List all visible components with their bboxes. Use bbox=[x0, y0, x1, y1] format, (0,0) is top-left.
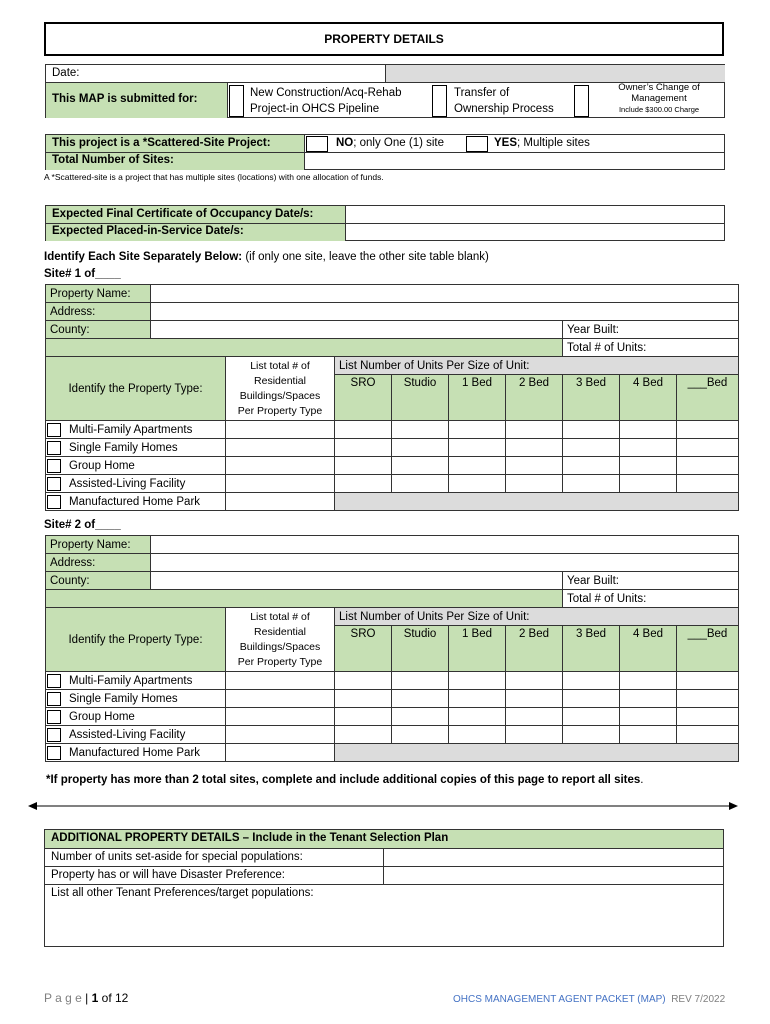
unit-count-cell[interactable] bbox=[392, 457, 449, 475]
unit-count-cell[interactable] bbox=[506, 708, 563, 726]
property-type-row bbox=[46, 672, 226, 690]
scattered-no-text: NO; only One (1) site bbox=[336, 137, 445, 149]
unit-count-cell[interactable] bbox=[449, 475, 506, 493]
address-field[interactable] bbox=[151, 554, 739, 572]
size-header: ___Bed bbox=[677, 375, 739, 421]
opt2-text: Transfer of Ownership Process bbox=[454, 87, 554, 115]
property-type-label: Single Family Homes bbox=[69, 441, 178, 454]
unit-count-cell[interactable] bbox=[392, 672, 449, 690]
county-field[interactable] bbox=[151, 321, 563, 339]
unit-count-cell[interactable] bbox=[677, 421, 739, 439]
unit-count-cell[interactable] bbox=[563, 421, 620, 439]
property-type-row bbox=[46, 475, 226, 493]
property-type-row bbox=[46, 421, 226, 439]
size-header: 1 Bed bbox=[449, 375, 506, 421]
list-total-cell[interactable] bbox=[226, 672, 335, 690]
property-type-row bbox=[46, 690, 226, 708]
disaster-pref-label: Property has or will have Disaster Preference: bbox=[45, 867, 384, 885]
units-per-size-header: List Number of Units Per Size of Unit: bbox=[335, 357, 739, 375]
units-per-size-header: List Number of Units Per Size of Unit: bbox=[335, 608, 739, 626]
unit-count-cell[interactable] bbox=[506, 672, 563, 690]
property-name-label: Property Name: bbox=[46, 536, 151, 554]
unit-count-cell[interactable] bbox=[506, 421, 563, 439]
submission-block bbox=[45, 64, 725, 118]
size-header: Studio bbox=[392, 375, 449, 421]
unit-count-cell[interactable] bbox=[563, 672, 620, 690]
additional-details-block bbox=[44, 829, 724, 947]
unit-count-cell-disabled bbox=[335, 493, 739, 511]
year-built-label: Year Built: bbox=[563, 572, 739, 590]
property-type-checkbox[interactable] bbox=[47, 459, 61, 473]
total-units-label: Total # of Units: bbox=[563, 339, 739, 357]
size-header: 4 Bed bbox=[620, 375, 677, 421]
county-label: County: bbox=[46, 321, 151, 339]
address-label: Address: bbox=[46, 303, 151, 321]
list-total-cell[interactable] bbox=[226, 708, 335, 726]
scattered-label: This project is a *Scattered-Site Project: bbox=[46, 135, 305, 153]
property-type-label: Group Home bbox=[69, 710, 135, 723]
county-label: County: bbox=[46, 572, 151, 590]
opt1-text: New Construction/Acq-Rehab Project-in OHCS Pipeline bbox=[250, 87, 402, 115]
property-type-label: Manufactured Home Park bbox=[69, 495, 201, 508]
page-footer-left: P a g e | 1 of 12 bbox=[44, 991, 129, 1005]
scattered-note: A *Scattered-site is a project that has multiple sites (locations) with one allocation of funds. bbox=[44, 172, 384, 182]
unit-count-cell[interactable] bbox=[563, 439, 620, 457]
unit-count-cell[interactable] bbox=[335, 421, 392, 439]
divider-arrow bbox=[28, 800, 738, 812]
identify-type-label: Identify the Property Type: bbox=[46, 357, 226, 421]
scattered-no-checkbox[interactable] bbox=[306, 136, 328, 152]
unit-count-cell[interactable] bbox=[620, 421, 677, 439]
unit-count-cell[interactable] bbox=[506, 475, 563, 493]
tenant-preferences-field[interactable]: List all other Tenant Preferences/target populations: bbox=[51, 887, 314, 899]
size-header: 1 Bed bbox=[449, 626, 506, 672]
additional-details-header: ADDITIONAL PROPERTY DETAILS – Include in the Tenant Selection Plan bbox=[45, 830, 723, 849]
property-type-checkbox[interactable] bbox=[47, 746, 61, 760]
property-name-label: Property Name: bbox=[46, 285, 151, 303]
unit-count-cell[interactable] bbox=[506, 690, 563, 708]
new-construction-checkbox[interactable] bbox=[229, 85, 244, 117]
property-type-checkbox[interactable] bbox=[47, 692, 61, 706]
property-type-checkbox[interactable] bbox=[47, 710, 61, 724]
unit-count-cell[interactable] bbox=[563, 690, 620, 708]
unit-count-cell[interactable] bbox=[392, 475, 449, 493]
size-header: 4 Bed bbox=[620, 626, 677, 672]
total-sites-field[interactable] bbox=[306, 153, 725, 170]
unit-count-cell[interactable] bbox=[563, 457, 620, 475]
property-name-field[interactable] bbox=[151, 285, 739, 303]
size-header: 2 Bed bbox=[506, 375, 563, 421]
property-type-checkbox[interactable] bbox=[47, 477, 61, 491]
unit-count-cell[interactable] bbox=[335, 457, 392, 475]
property-type-checkbox[interactable] bbox=[47, 674, 61, 688]
unit-count-cell[interactable] bbox=[677, 457, 739, 475]
address-field[interactable] bbox=[151, 303, 739, 321]
more-sites-note: *If property has more than 2 total sites, complete and include additional copies of this page to report all sites. bbox=[46, 774, 644, 786]
cert-occupancy-label: Expected Final Certificate of Occupancy Date/s: bbox=[46, 206, 346, 224]
county-field[interactable] bbox=[151, 572, 563, 590]
unit-count-cell[interactable] bbox=[335, 439, 392, 457]
size-header: 2 Bed bbox=[506, 626, 563, 672]
unit-count-cell[interactable] bbox=[392, 439, 449, 457]
site-1-table bbox=[45, 284, 739, 511]
unit-count-cell[interactable] bbox=[335, 672, 392, 690]
page-title: PROPERTY DETAILS bbox=[44, 22, 724, 56]
date-field[interactable] bbox=[386, 65, 725, 83]
list-total-cell[interactable] bbox=[226, 421, 335, 439]
unit-count-cell[interactable] bbox=[506, 457, 563, 475]
unit-count-cell[interactable] bbox=[620, 439, 677, 457]
list-total-header: List total # of Residential Buildings/Spaces Per Property Type bbox=[226, 357, 335, 421]
unit-count-cell[interactable] bbox=[563, 708, 620, 726]
placed-in-service-label: Expected Placed-in-Service Date/s: bbox=[46, 224, 346, 241]
size-header: 3 Bed bbox=[563, 375, 620, 421]
list-total-cell[interactable] bbox=[226, 457, 335, 475]
property-type-row bbox=[46, 439, 226, 457]
transfer-ownership-checkbox[interactable] bbox=[432, 85, 447, 117]
unit-count-cell[interactable] bbox=[620, 726, 677, 744]
cert-occupancy-field[interactable] bbox=[346, 206, 725, 224]
property-type-label: Manufactured Home Park bbox=[69, 746, 201, 759]
property-type-label: Assisted-Living Facility bbox=[69, 477, 186, 490]
size-header: SRO bbox=[335, 626, 392, 672]
spacer-row bbox=[46, 590, 563, 608]
scattered-block bbox=[45, 134, 725, 170]
date-label: Date: bbox=[46, 65, 386, 83]
property-type-checkbox[interactable] bbox=[47, 423, 61, 437]
size-header: 3 Bed bbox=[563, 626, 620, 672]
identify-type-label: Identify the Property Type: bbox=[46, 608, 226, 672]
list-total-cell[interactable] bbox=[226, 690, 335, 708]
address-label: Address: bbox=[46, 554, 151, 572]
placed-in-service-field[interactable] bbox=[346, 224, 725, 241]
identify-instructions: Identify Each Site Separately Below: (if only one site, leave the other site table blank) bbox=[44, 251, 489, 263]
change-management-checkbox[interactable] bbox=[574, 85, 589, 117]
opt3-text: Owner’s Change of Management Include $300.00 Charge bbox=[618, 82, 700, 114]
site-2-table bbox=[45, 535, 739, 762]
disaster-pref-field[interactable] bbox=[384, 867, 723, 885]
year-built-label: Year Built: bbox=[563, 321, 739, 339]
unit-count-cell[interactable] bbox=[506, 726, 563, 744]
scattered-yes-text: YES; Multiple sites bbox=[494, 137, 590, 149]
list-total-cell[interactable] bbox=[226, 493, 335, 511]
unit-count-cell[interactable] bbox=[506, 439, 563, 457]
set-aside-field[interactable] bbox=[384, 849, 723, 867]
unit-count-cell[interactable] bbox=[449, 708, 506, 726]
unit-count-cell[interactable] bbox=[449, 690, 506, 708]
unit-count-cell[interactable] bbox=[620, 672, 677, 690]
site-1-heading: Site# 1 of____ bbox=[44, 268, 121, 280]
size-header: Studio bbox=[392, 626, 449, 672]
property-type-row bbox=[46, 457, 226, 475]
site-2-heading: Site# 2 of____ bbox=[44, 519, 121, 531]
unit-count-cell-disabled bbox=[335, 744, 739, 762]
list-total-cell[interactable] bbox=[226, 475, 335, 493]
unit-count-cell[interactable] bbox=[335, 475, 392, 493]
size-header: ___Bed bbox=[677, 626, 739, 672]
scattered-yes-checkbox[interactable] bbox=[466, 136, 488, 152]
unit-count-cell[interactable] bbox=[677, 439, 739, 457]
unit-count-cell[interactable] bbox=[392, 726, 449, 744]
unit-count-cell[interactable] bbox=[392, 421, 449, 439]
property-type-checkbox[interactable] bbox=[47, 495, 61, 509]
property-type-label: Multi-Family Apartments bbox=[69, 674, 193, 687]
unit-count-cell[interactable] bbox=[392, 708, 449, 726]
property-type-row bbox=[46, 493, 226, 511]
unit-count-cell[interactable] bbox=[449, 726, 506, 744]
total-sites-label: Total Number of Sites: bbox=[46, 153, 305, 170]
list-total-header: List total # of Residential Buildings/Spaces Per Property Type bbox=[226, 608, 335, 672]
site-1-grid bbox=[45, 284, 739, 511]
unit-count-cell[interactable] bbox=[677, 672, 739, 690]
unit-count-cell[interactable] bbox=[620, 457, 677, 475]
unit-count-cell[interactable] bbox=[563, 475, 620, 493]
total-units-label: Total # of Units: bbox=[563, 590, 739, 608]
property-type-label: Group Home bbox=[69, 459, 135, 472]
unit-count-cell[interactable] bbox=[620, 475, 677, 493]
unit-count-cell[interactable] bbox=[392, 690, 449, 708]
property-type-checkbox[interactable] bbox=[47, 728, 61, 742]
list-total-cell[interactable] bbox=[226, 744, 335, 762]
site-2-grid bbox=[45, 535, 739, 762]
unit-count-cell[interactable] bbox=[449, 439, 506, 457]
unit-count-cell[interactable] bbox=[449, 457, 506, 475]
property-type-label: Single Family Homes bbox=[69, 692, 178, 705]
unit-count-cell[interactable] bbox=[677, 708, 739, 726]
submitted-label: This MAP is submitted for: bbox=[46, 83, 228, 118]
unit-count-cell[interactable] bbox=[563, 726, 620, 744]
unit-count-cell[interactable] bbox=[620, 690, 677, 708]
unit-count-cell[interactable] bbox=[677, 475, 739, 493]
property-type-label: Assisted-Living Facility bbox=[69, 728, 186, 741]
property-type-label: Multi-Family Apartments bbox=[69, 423, 193, 436]
property-type-row bbox=[46, 726, 226, 744]
page-footer-right: OHCS MANAGEMENT AGENT PACKET (MAP) REV 7/2022 bbox=[453, 994, 726, 1005]
unit-count-cell[interactable] bbox=[449, 421, 506, 439]
set-aside-label: Number of units set-aside for special populations: bbox=[45, 849, 384, 867]
unit-count-cell[interactable] bbox=[677, 690, 739, 708]
unit-count-cell[interactable] bbox=[335, 726, 392, 744]
unit-count-cell[interactable] bbox=[335, 708, 392, 726]
list-total-cell[interactable] bbox=[226, 439, 335, 457]
spacer-row bbox=[46, 339, 563, 357]
unit-count-cell[interactable] bbox=[335, 690, 392, 708]
unit-count-cell[interactable] bbox=[449, 672, 506, 690]
list-total-cell[interactable] bbox=[226, 726, 335, 744]
size-header: SRO bbox=[335, 375, 392, 421]
dates-block bbox=[45, 205, 725, 241]
property-type-row bbox=[46, 708, 226, 726]
property-name-field[interactable] bbox=[151, 536, 739, 554]
property-type-checkbox[interactable] bbox=[47, 441, 61, 455]
property-type-row bbox=[46, 744, 226, 762]
unit-count-cell[interactable] bbox=[677, 726, 739, 744]
unit-count-cell[interactable] bbox=[620, 708, 677, 726]
